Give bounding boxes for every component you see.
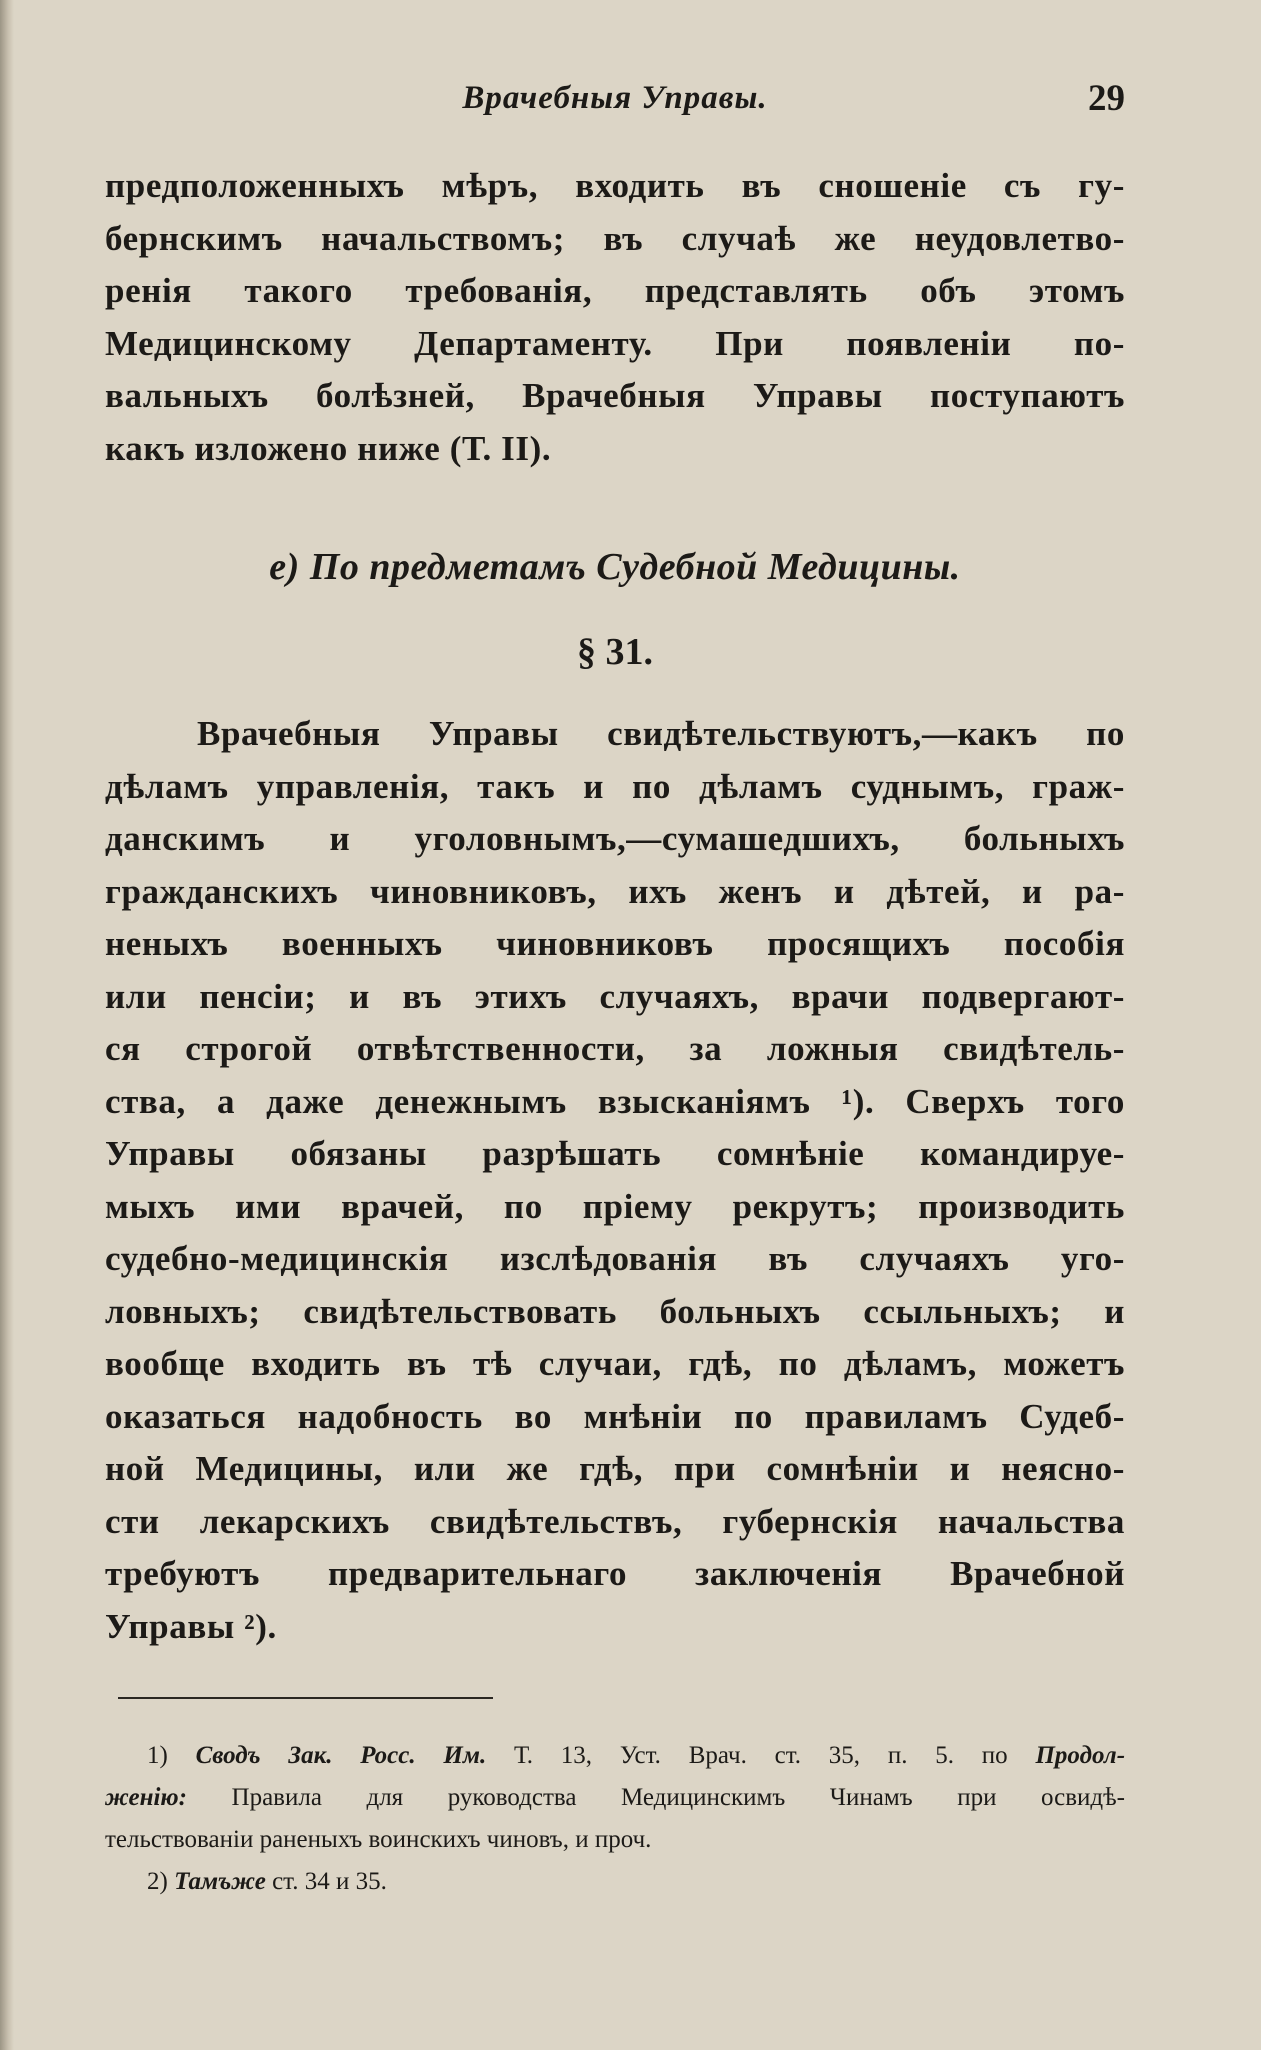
footnote-italic: Продол- [1035, 1742, 1126, 1769]
section-heading: е) По предметамъ Судебной Медицины. [269, 546, 961, 588]
footnote-text: ст. 34 и 35. [272, 1868, 387, 1895]
footnote-italic: женію: [105, 1784, 187, 1811]
text-line: требуютъ предварительнаго заключенія Врачебной [105, 1554, 1125, 1593]
footnote-source: Сводъ Зак. Росс. Им. [195, 1742, 487, 1769]
footnote-marker: 1) [147, 1742, 168, 1769]
footnote-marker: 2) [147, 1868, 168, 1895]
paragraph-2 [105, 708, 1125, 1653]
footnote-1-line-2 [105, 1777, 1125, 1819]
text-line: ной Медицины, или же гдѣ, при сомнѣніи и неясно- [105, 1449, 1125, 1488]
footnote-1-line-1 [105, 1735, 1125, 1777]
footnote-divider [118, 1697, 493, 1699]
footnote-1-line-3: тельствованіи раненыхъ воинскихъ чиновъ, и проч. [105, 1826, 652, 1853]
running-head: Врачебныя Управы. [462, 80, 768, 116]
text-line: ся строгой отвѣтственности, за ложныя свидѣтель- [105, 1029, 1125, 1068]
text-line: ловныхъ; свидѣтельствовать больныхъ ссыльныхъ; и [105, 1291, 1125, 1331]
text-line: мыхъ ими врачей, по пріему рекрутъ; производить [105, 1186, 1125, 1226]
text-line: данскимъ и уголовнымъ,—сумашедшихъ, больныхъ [105, 819, 1125, 858]
text-line: судебно-медицинскія изслѣдованія въ случаяхъ уго- [105, 1239, 1125, 1278]
text-line: бернскимъ начальствомъ; въ случаѣ же неудовлетво- [105, 218, 1125, 258]
text-line: дѣламъ управленія, такъ и по дѣламъ суднымъ, граж- [105, 766, 1125, 806]
text-line: Медицинскому Департаменту. При появленіи по- [105, 323, 1125, 363]
text-line: Врачебныя Управы свидѣтельствуютъ,—какъ по [197, 714, 1125, 753]
footnote-italic: Тамъже [174, 1868, 266, 1895]
text-line: какъ изложено ниже (Т. II). [105, 428, 552, 468]
text-line: неныхъ военныхъ чиновниковъ просящихъ пособія [105, 924, 1125, 963]
footnote-text: Т. 13, Уст. Врач. ст. 35, п. 5. по [514, 1742, 1008, 1769]
text-line: Управы обязаны разрѣшать сомнѣніе командируе- [105, 1134, 1125, 1173]
page-number: 29 [1088, 78, 1125, 119]
text-line: предположенныхъ мѣръ, входить въ сношеніе съ гу- [105, 166, 1125, 205]
footnote-2 [105, 1861, 1125, 1903]
text-line: вообще входить въ тѣ случаи, гдѣ, по дѣламъ, можетъ [105, 1344, 1125, 1383]
text-line: ства, а даже денежнымъ взысканіямъ ¹). Сверхъ того [105, 1081, 1125, 1121]
text-line: гражданскихъ чиновниковъ, ихъ женъ и дѣтей, и ра- [105, 871, 1125, 911]
section-number: § 31. [577, 631, 653, 673]
text-line: вальныхъ болѣзней, Врачебныя Управы поступаютъ [105, 376, 1125, 415]
text-line: оказаться надобность во мнѣніи по правиламъ Судеб- [105, 1396, 1125, 1436]
page-header [105, 80, 1125, 130]
footnotes [105, 1735, 1125, 1903]
text-line: ренія такого требованія, представлять объ этомъ [105, 271, 1125, 310]
text-line: или пенсіи; и въ этихъ случаяхъ, врачи подвергают- [105, 976, 1125, 1016]
paragraph-1 [105, 160, 1125, 475]
text-line: сти лекарскихъ свидѣтельствъ, губернскія начальства [105, 1501, 1125, 1541]
text-line: Управы ²). [105, 1606, 277, 1646]
footnote-text: Правила для руководства Медицинскимъ Чинамъ при освидѣ- [231, 1784, 1126, 1811]
page-spine-shadow [0, 0, 14, 2050]
